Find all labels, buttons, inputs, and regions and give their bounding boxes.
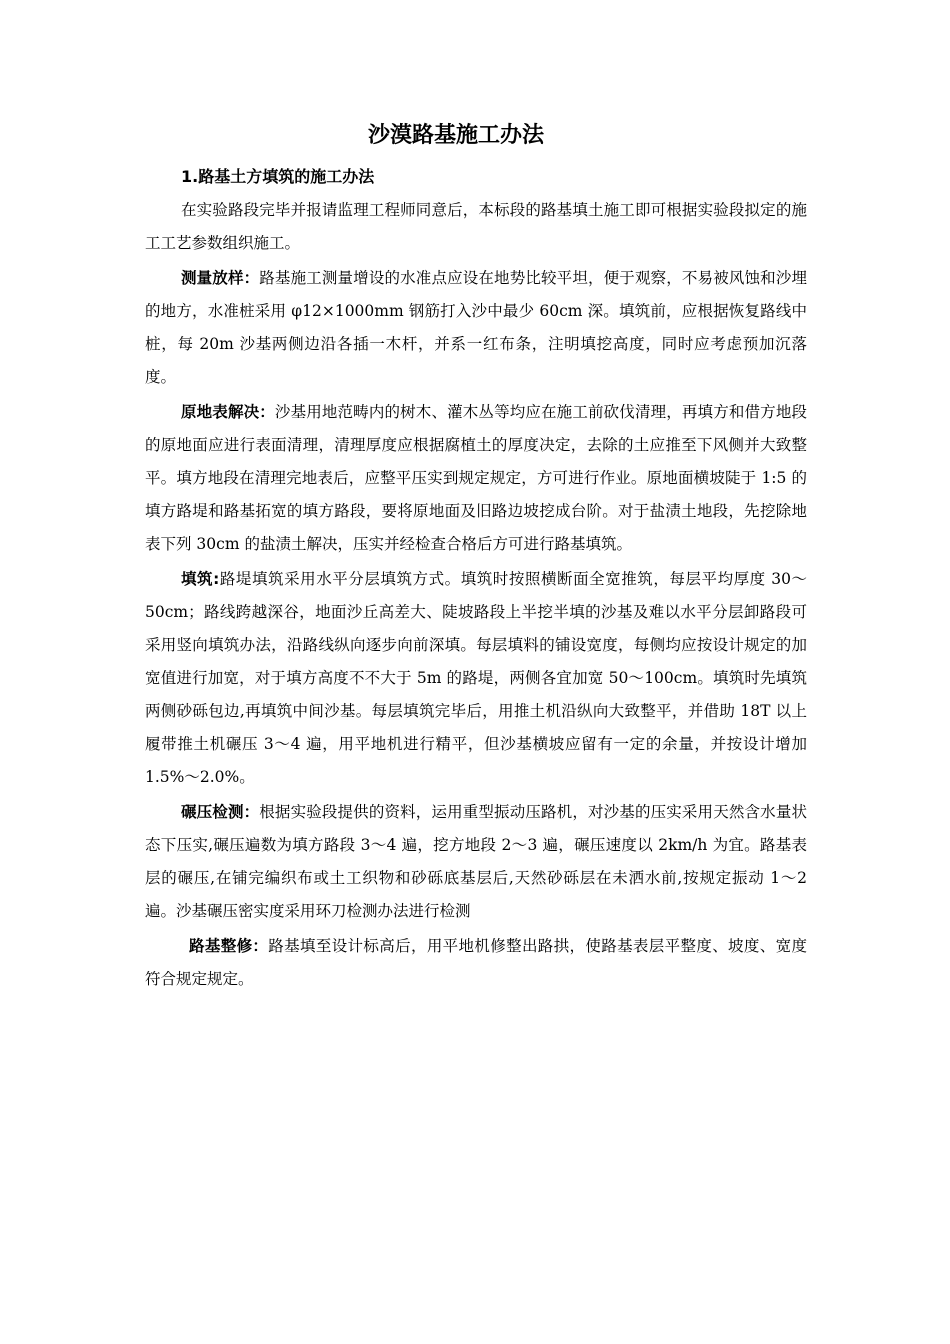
paragraph-finishing: [145, 930, 807, 996]
paragraph-label: 填筑:: [181, 570, 220, 588]
section-heading: 1.路基土方填筑的施工办法: [181, 167, 375, 186]
paragraph-ground-treatment: [145, 396, 807, 561]
intro-text: 在实验路段完毕并报请监理工程师同意后，本标段的路基填土施工即可根据实验段拟定的施工工艺参数组织施工。: [145, 201, 807, 252]
paragraph-text: 路堤填筑采用水平分层填筑方式。填筑时按照横断面全宽推筑，每层平均厚度 30～50cm；路线跨越深谷，地面沙丘高差大、陡坡路段上半挖半填的沙基及难以水平分层卸路段可采用竖向填筑办法，沿路线纵向逐步向前深填。每层填料的铺设宽度，每侧均应按设计规定的加宽值进行加宽，对于填方高度不不大于 5m 的路堤，两侧各宜加宽 50～100cm。填筑时先填筑两侧砂砾包边,再填筑中间沙基。每层填筑完毕后，用推土机沿纵向大致整平，并借助 18T 以上履带推土机碾压 3～4 遍，用平地机进行精平，但沙基横坡应留有一定的余量，并按设计增加 1.5%～2.0%。: [145, 570, 807, 786]
paragraph-text: 路基施工测量增设的水准点应设在地势比较平坦，便于观察，不易被风蚀和沙埋的地方，水准桩采用 φ12×1000mm 钢筋打入沙中最少 60cm 深。填筑前，应根据恢复路线中桩，每 20m 沙基两侧边沿各插一木杆，并系一红布条，注明填挖高度，同时应考虑预加沉落度。: [145, 269, 807, 386]
paragraph-compaction: [145, 796, 807, 928]
intro-paragraph: [145, 194, 807, 260]
paragraph-survey: [145, 262, 807, 394]
paragraph-filling: [145, 563, 807, 794]
paragraph-label: 原地表解决：: [181, 403, 275, 421]
paragraph-label: 测量放样：: [181, 269, 260, 287]
document-page: [145, 118, 807, 998]
paragraph-text: 沙基用地范畴内的树木、灌木丛等均应在施工前砍伐清理，再填方和借方地段的原地面应进行表面清理，清理厚度应根据腐植土的厚度决定，去除的土应推至下风侧并大致整平。填方地段在清理完地表后，应整平压实到规定规定，方可进行作业。原地面横坡陡于 1:5 的填方路堤和路基拓宽的填方路段，要将原地面及旧路边坡挖成台阶。对于盐渍土地段，先挖除地表下列 30cm 的盐渍土解决，压实并经检查合格后方可进行路基填筑。: [145, 403, 807, 553]
document-title: 沙漠路基施工办法: [367, 123, 544, 148]
paragraph-label: 碾压检测：: [181, 803, 260, 821]
paragraph-text: 根据实验段提供的资料，运用重型振动压路机，对沙基的压实采用天然含水量状态下压实,碾压遍数为填方路段 3～4 遍，挖方地段 2～3 遍，碾压速度以 2km/h 为宜。路基表层的碾压,在铺完编织布或土工织物和砂砾底基层后,天然砂砾层在未洒水前,按规定振动 1～2 遍。沙基碾压密实度采用环刀检测办法进行检测: [145, 803, 807, 920]
paragraph-label: 路基整修：: [189, 937, 269, 955]
paragraph-text: 路基填至设计标高后，用平地机修整出路拱，使路基表层平整度、坡度、宽度符合规定规定。: [145, 937, 807, 988]
